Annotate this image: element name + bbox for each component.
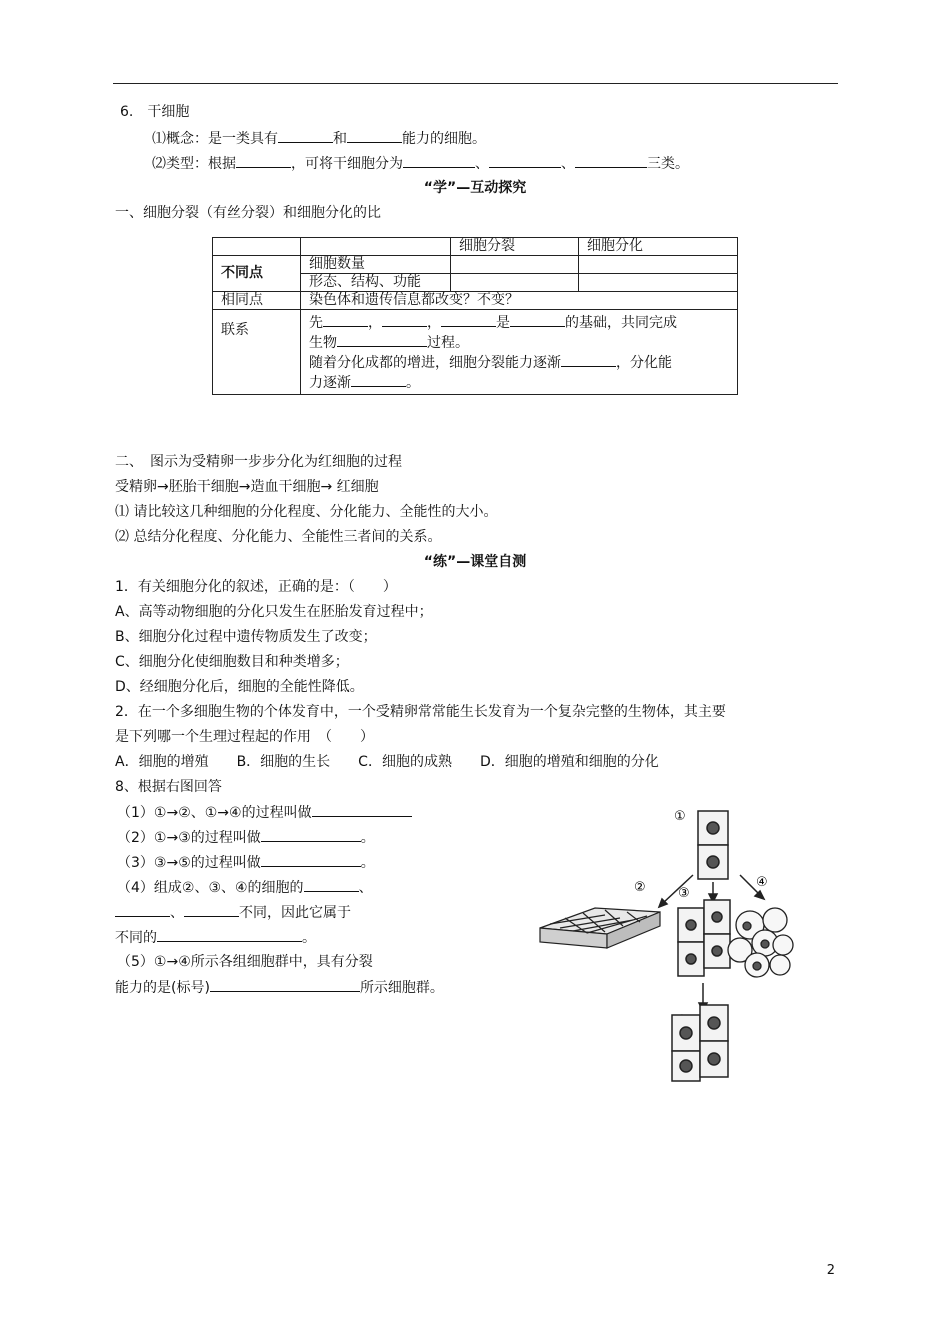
part2-flow: 受精卵→胚胎干细胞→造血干细胞→ 红细胞 [115,479,379,495]
cell-group-1 [698,811,728,879]
page-number: 2 [826,1263,835,1278]
col-header-differentiation: 细胞分化 [579,238,738,256]
part2-q1: ⑴ 请比较这几种细胞的分化程度、分化能力、全能性的大小。 [115,504,498,520]
figure-label-1: ① [674,809,686,824]
cell-group-3 [678,900,730,976]
link-label: 联系 [213,310,301,395]
cell-group-5 [672,1005,728,1081]
q8-stem: 8、根据右图回答 [115,779,222,795]
section6-types: ⑵类型：根据 ，可将干细胞分为 、 、 三类。 [152,153,689,174]
q2-stem-line2: 是下列哪一个生理过程起的作用 （ ） [115,729,374,745]
q8-sub5-cont: 能力的是(标号) 所示细胞群。 [115,977,444,998]
section6-title: 6. 干细胞 [120,104,190,120]
heading-lian: “练”—课堂自测 [423,554,527,570]
q8-sub4-end: 不同的 。 [115,927,316,948]
part2-title: 二、 图示为受精卵一步步分化为红细胞的过程 [115,454,402,470]
header-rule [113,83,838,84]
q1-option-a: A、高等动物细胞的分化只发生在胚胎发育过程中； [115,604,433,620]
figure-label-3: ③ [678,886,690,901]
q1-stem: 1．有关细胞分化的叙述，正确的是：（ ） [115,579,397,595]
row-form: 形态、结构、功能 [301,274,451,292]
q2-stem-line1: 2．在一个多细胞生物的个体发育中，一个受精卵常常能生长发育为一个复杂完整的生物体，其主要 [115,704,726,720]
q1-option-b: B、细胞分化过程中遗传物质发生了改变； [115,629,377,645]
q2-options: A．细胞的增殖 B．细胞的生长 C．细胞的成熟 D．细胞的增殖和细胞的分化 [115,754,659,770]
part1-title: 一、细胞分裂（有丝分裂）和细胞分化的比 [115,205,381,221]
q1-option-c: C、细胞分化使细胞数目和种类增多； [115,654,349,670]
q8-sub4: （4）组成②、③、④的细胞的 、 [117,877,373,898]
cell-group-2 [540,908,660,948]
q8-sub2: （2）①→③的过程叫做 。 [117,827,375,848]
q1-option-d: D、经细胞分化后，细胞的全能性降低。 [115,679,364,695]
same-label: 相同点 [213,292,301,310]
row-cell-count: 细胞数量 [301,256,451,274]
figure-label-4: ④ [756,875,768,890]
link-text: 先 ， ， 是 的基础，共同完成 生物 过程。 随着分化成都的增进，细胞分裂能力逐渐 ，分化能 力逐渐 。 [301,310,738,395]
figure-label-2: ② [634,880,646,895]
heading-xue: “学”—互动探究 [423,180,527,196]
col-header-division: 细胞分裂 [451,238,579,256]
diff-label: 不同点 [213,256,301,292]
comparison-table [212,237,738,395]
cell-differentiation-figure [535,800,795,1085]
same-text: 染色体和遗传信息都改变？不变？ [301,292,738,310]
q8-sub5: （5）①→④所示各组细胞群中，具有分裂 [117,954,373,970]
q8-sub1: （1）①→②、①→④的过程叫做 [117,802,412,823]
section6-concept: ⑴概念：是一类具有 和 能力的细胞。 [152,128,486,149]
cell-group-4 [728,908,793,977]
q8-sub3: （3）③→⑤的过程叫做 。 [117,852,375,873]
part2-q2: ⑵ 总结分化程度、分化能力、全能性三者间的关系。 [115,529,442,545]
q8-sub4-cont: 、 不同，因此它属于 [115,902,351,923]
